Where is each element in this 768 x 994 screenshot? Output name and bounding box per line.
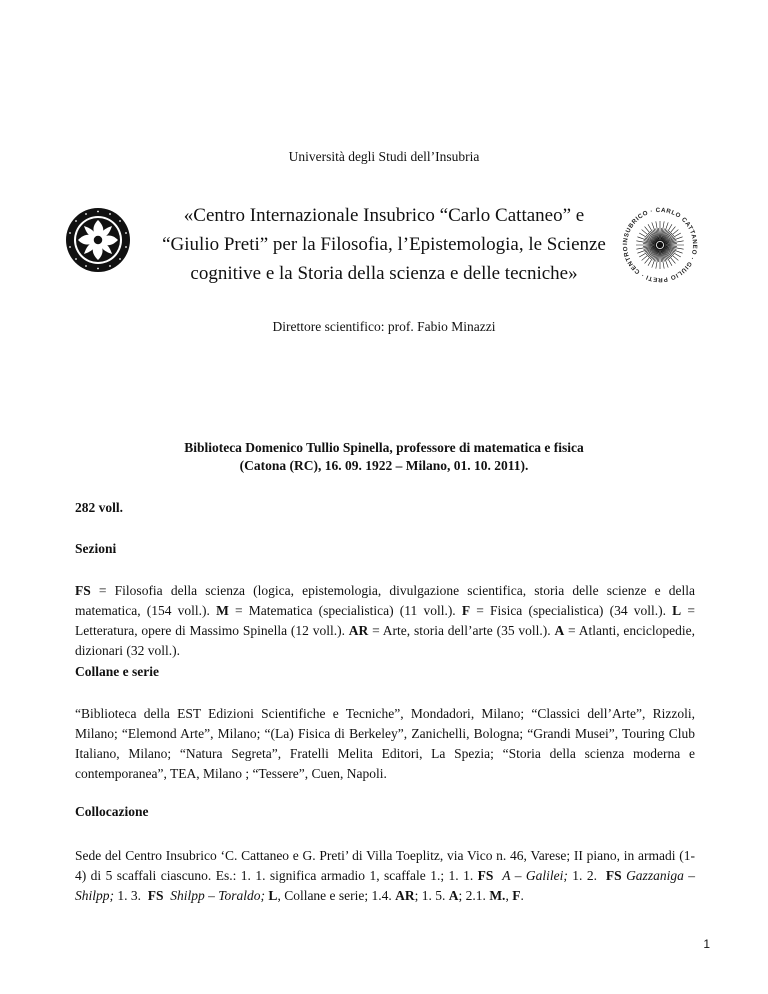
separator: ; 1. 5. [414, 888, 449, 903]
library-title-line-1: Biblioteca Domenico Tullio Spinella, professore di matematica e fisica [184, 440, 584, 455]
section-code: M. [489, 888, 506, 903]
section-code: AR [348, 623, 369, 638]
separator: 1. 2. [567, 868, 602, 883]
section-code: A [448, 888, 459, 903]
section-code: FS [147, 888, 164, 903]
sezioni-heading: Sezioni [75, 541, 117, 556]
logo-ring-text: INSUBRICO · CARLO CATTANEO · GIULIO PRETI · CENTRO [621, 206, 699, 284]
centro-insubrico-logo-icon [616, 201, 704, 289]
separator: , Collane e serie; 1.4. [277, 888, 396, 903]
section-description: = Arte, storia dell’arte (35 voll.). [368, 623, 555, 638]
centro-title [150, 201, 618, 288]
section-description: = Letteratura, opere di Massimo Spinella (12 voll.). [75, 603, 695, 638]
collocazione-intro: Sede del Centro Insubrico ‘C. Cattaneo e G. Preti’ di Villa Toeplitz, via Vico n. 46, Varese; II piano, in armadi (1-4) di 5 scaffali ciascuno. Es.: 1. 1. significa armadio 1, scaffale 1.; 1. 1. [75, 848, 695, 883]
centro-title-line-2: “Giulio Preti” per la Filosofia, l’Epistemologia, le Scienze [162, 234, 606, 255]
section-code: A [554, 623, 565, 638]
university-name: Università degli Studi dell’Insubria [288, 149, 480, 164]
collocazione-paragraph [75, 846, 695, 906]
collane-heading: Collane e serie [75, 664, 159, 679]
section-code: M [216, 603, 229, 618]
volume-count: 282 voll. [75, 500, 124, 515]
section-code: AR [395, 888, 415, 903]
shelf-range: Gazzaniga – Shilpp; [75, 868, 696, 903]
sezioni-paragraph [75, 581, 695, 661]
section-code: F [512, 888, 521, 903]
section-description: = Filosofia della scienza (logica, epistemologia, divulgazione scientifica, storia delle scienze e della matematica, (154 voll.). [75, 583, 695, 618]
shelf-range: Shilpp – Toraldo; [170, 888, 266, 903]
page-number: 1 [703, 937, 710, 951]
library-title-line-2: (Catona (RC), 16. 09. 1922 – Milano, 01. 10. 2011). [239, 458, 529, 473]
separator: . [520, 888, 524, 903]
section-code: F [461, 603, 471, 618]
collocazione-heading: Collocazione [75, 804, 149, 819]
centro-title-line-3: cognitive e la Storia della scienza e delle tecniche» [190, 263, 578, 284]
shelf-range: A – Galilei; [502, 868, 568, 883]
section-description: = Matematica (specialistica) (11 voll.). [228, 603, 462, 618]
section-code: L [268, 888, 278, 903]
section-code: FS [605, 868, 622, 883]
section-code: FS [75, 583, 91, 598]
library-title [130, 439, 638, 475]
centro-title-line-1: «Centro Internazionale Insubrico “Carlo Cattaneo” e [183, 205, 585, 226]
scientific-director: Direttore scientifico: prof. Fabio Minazzi [272, 319, 496, 334]
separator: 1. 3. [114, 888, 145, 903]
university-seal-icon [65, 207, 131, 273]
separator: , [505, 888, 513, 903]
section-code: FS [477, 868, 494, 883]
section-code: L [672, 603, 682, 618]
collane-paragraph: “Biblioteca della EST Edizioni Scientifiche e Tecniche”, Mondadori, Milano; “Classici dell’Arte”, Rizzoli, Milano; “Elemond Arte”, Milano; “(La) Fisica di Berkeley”, Zanichelli, Bologna; “Grandi Musei”, Touring Club Italiano, Milano; “Natura Segreta”, Fratelli Melita Editori, La Spezia; “Storia della scienza moderna e contemporanea”, TEA, Milano ; “Tessere”, Cuen, Napoli. [75, 706, 695, 781]
section-description: = Atlanti, enciclopedie, dizionari (32 voll.). [75, 623, 696, 658]
section-description: = Fisica (specialistica) (34 voll.). [470, 603, 673, 618]
separator: ; 2.1. [458, 888, 490, 903]
